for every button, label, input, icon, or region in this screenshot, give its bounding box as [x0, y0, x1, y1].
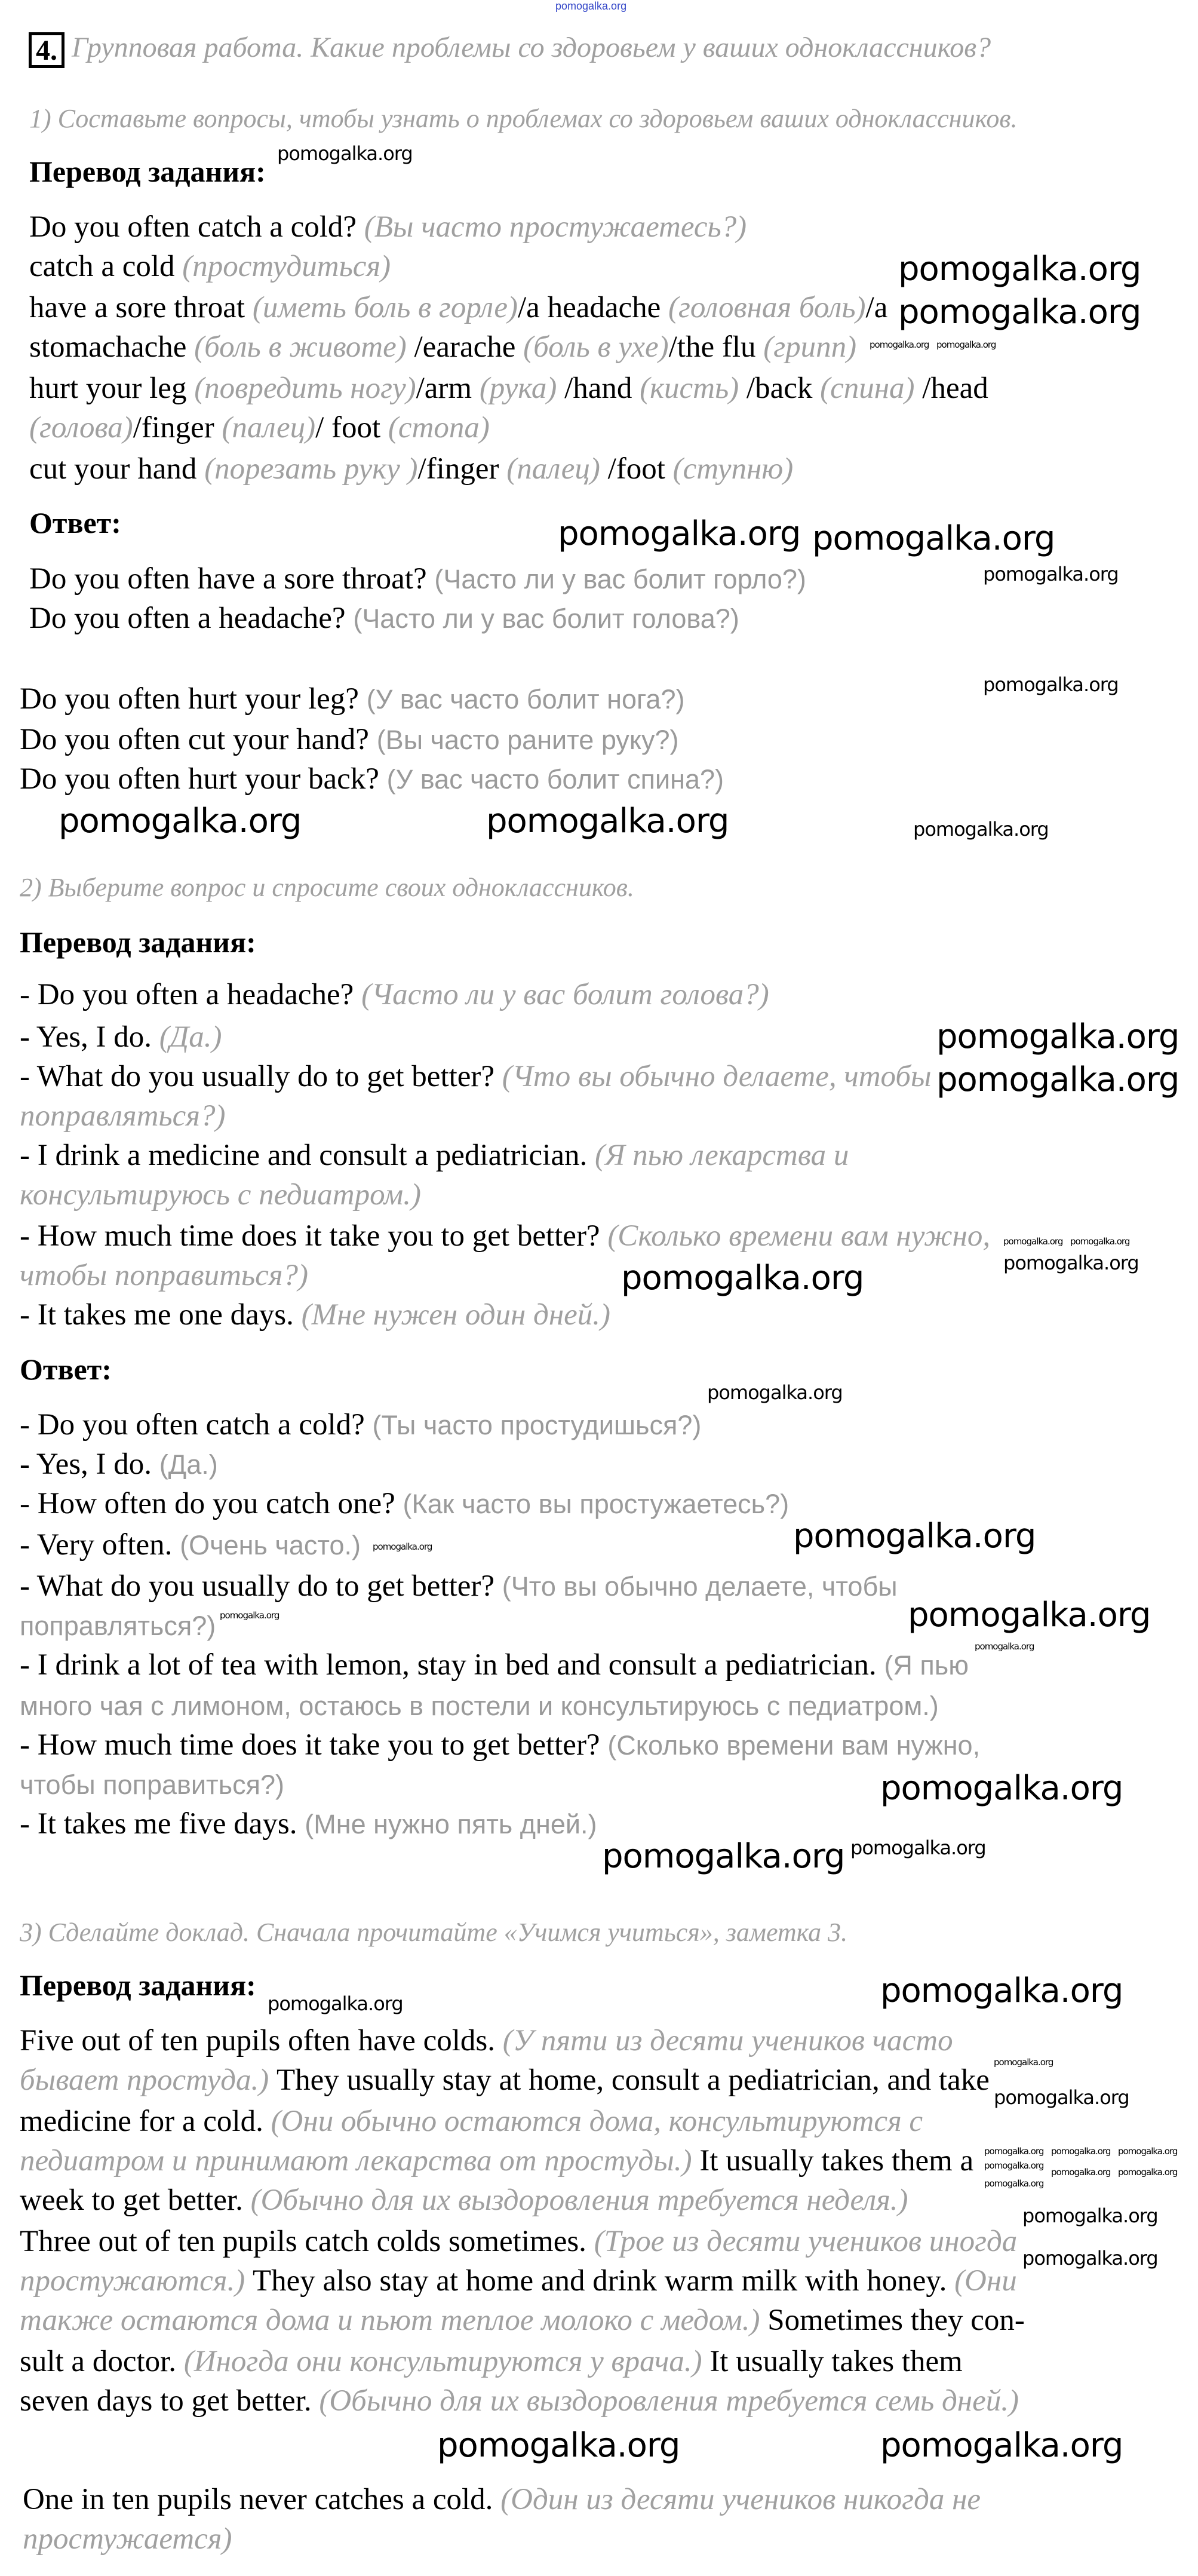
russian-translation: (Мне нужно пять дней.)	[305, 1809, 597, 1839]
english-text: Do you often a headache?	[29, 602, 354, 635]
english-text: Do you often catch a cold?	[29, 210, 364, 244]
russian-translation: (простудиться)	[182, 250, 391, 283]
watermark-text: pomogalka.org	[898, 250, 1141, 289]
text-line	[20, 2023, 953, 2059]
watermark-text: pomogalka.org	[870, 339, 929, 350]
english-text: /foot	[600, 452, 673, 486]
task-instruction	[20, 1915, 847, 1951]
english-text: sult a doctor.	[20, 2345, 184, 2378]
russian-translation: (палец)	[506, 452, 600, 486]
english-text: /arm	[416, 372, 480, 405]
russian-translation: (У вас часто болит спина?)	[386, 764, 724, 795]
english-text: stomachache	[29, 330, 195, 364]
russian-translation: (Сколько времени вам нужно,	[607, 1219, 991, 1253]
watermark-text: pomogalka.org	[1118, 2146, 1178, 2157]
watermark-text: pomogalka.org	[994, 2086, 1129, 2109]
english-text: /finger	[417, 452, 507, 486]
english-text: Перевод задания:	[20, 925, 256, 959]
russian-translation: (кисть)	[640, 372, 739, 405]
russian-translation: (У пяти из десяти учеников часто	[502, 2024, 953, 2057]
text-line	[20, 1568, 898, 1605]
watermark-text: pomogalka.org	[975, 1641, 1034, 1652]
russian-translation: (спина)	[820, 372, 915, 405]
english-text: - How much time does it take you to get better?	[20, 1219, 608, 1253]
watermark-text: pomogalka.org	[880, 1971, 1123, 2010]
watermark-text: pomogalka.org	[1003, 1252, 1139, 1274]
russian-translation: (У вас часто болит нога?)	[366, 684, 685, 714]
russian-translation: (головная боль)	[668, 291, 866, 324]
text-line	[20, 2143, 973, 2179]
watermark-text: pomogalka.org	[936, 1060, 1179, 1099]
russian-translation: поправляться?)	[20, 1099, 226, 1133]
english-text: 1) Составьте вопросы, чтобы узнать о проблемах со здоровьем ваших одноклассников.	[29, 104, 1018, 133]
watermark-text: pomogalka.org	[59, 802, 302, 841]
text-line	[20, 1177, 421, 1213]
watermark-text: pomogalka.org	[984, 2160, 1044, 2171]
english-text: - How much time does it take you to get better?	[20, 1728, 608, 1762]
text-line	[20, 1218, 990, 1254]
english-text: 2) Выберите вопрос и спросите своих одноклассников.	[20, 873, 634, 902]
russian-translation: простужаются.)	[20, 2264, 245, 2298]
russian-translation: (Я пью лекарства и	[594, 1139, 849, 1172]
task-instruction	[29, 101, 1018, 137]
section-heading	[29, 505, 121, 541]
text-line	[20, 1407, 701, 1443]
text-line	[20, 761, 724, 798]
english-text: - Very often.	[20, 1528, 180, 1562]
english-text: /a headache	[518, 291, 669, 324]
english-text: Sometimes they con-	[760, 2304, 1025, 2337]
english-text: - Yes, I do.	[20, 1448, 159, 1481]
text-line	[20, 977, 769, 1013]
watermark-text: pomogalka.org	[936, 339, 996, 350]
text-line	[20, 2062, 990, 2098]
text-line	[20, 1137, 849, 1173]
text-line	[20, 1727, 980, 1764]
english-text: catch a cold	[29, 250, 183, 283]
text-line	[29, 329, 856, 365]
watermark-text: pomogalka.org	[983, 563, 1119, 585]
text-line	[20, 1608, 216, 1644]
russian-translation: (Часто ли у вас болит горло?)	[434, 564, 806, 594]
watermark-text: pomogalka.org	[994, 2057, 1053, 2068]
text-line	[29, 451, 793, 487]
russian-translation: (Что вы обычно делаете, чтобы	[502, 1571, 898, 1602]
section-heading	[20, 1351, 112, 1387]
russian-translation: много чая с лимоном, остаюсь в постели и консультируюсь с педиатром.)	[20, 1691, 939, 1721]
english-text: Ответ:	[20, 1353, 112, 1386]
watermark-text: pomogalka.org	[1118, 2167, 1178, 2178]
text-line	[20, 681, 684, 717]
russian-translation: (Трое из десяти учеников иногда	[594, 2225, 1018, 2258]
watermark-text: pomogalka.org	[984, 2146, 1044, 2157]
text-line	[20, 1688, 939, 1724]
english-text: - Do you often a headache?	[20, 978, 362, 1011]
russian-translation: (Да.)	[159, 1020, 222, 1054]
english-text: seven days to get better.	[20, 2384, 320, 2418]
watermark-text: pomogalka.org	[898, 293, 1141, 332]
english-text: They usually stay at home, consult a pediatrician, and take	[269, 2063, 990, 2097]
english-text: It usually takes them a	[692, 2144, 974, 2178]
russian-translation: (Я пью	[884, 1650, 969, 1680]
russian-translation: (повредить ногу)	[194, 372, 416, 405]
russian-translation: (иметь боль в горле)	[252, 291, 518, 324]
english-text: /head	[914, 372, 988, 405]
text-line	[20, 1446, 218, 1483]
english-text: - I drink a lot of tea with lemon, stay in bed and consult a pediatrician.	[20, 1648, 884, 1682]
watermark-text: pomogalka.org	[621, 1259, 864, 1298]
english-text: - It takes me five days.	[20, 1807, 305, 1841]
text-line	[20, 2302, 1025, 2338]
russian-translation: (палец)	[222, 411, 316, 444]
english-text: Five out of ten pupils often have colds.	[20, 2024, 503, 2057]
russian-translation: чтобы поправиться?)	[20, 1259, 308, 1292]
watermark-text: pomogalka.org	[707, 1381, 843, 1404]
english-text: / foot	[315, 411, 388, 444]
section-heading	[20, 1967, 256, 2003]
watermark-text: pomogalka.org	[880, 2426, 1123, 2465]
russian-translation: (Обычно для их выздоровления требуется неделя.)	[250, 2184, 908, 2217]
russian-translation: (стопа)	[388, 411, 490, 444]
watermark-text: pomogalka.org	[558, 514, 801, 553]
english-text: - Yes, I do.	[20, 1020, 159, 1054]
watermark-text: pomogalka.org	[268, 1992, 403, 2015]
english-text: Do you often have a sore throat?	[29, 562, 435, 596]
english-text: /a	[865, 291, 888, 324]
text-line	[20, 2224, 1017, 2259]
watermark-text: pomogalka.org	[913, 818, 1049, 841]
watermark-text: pomogalka.org	[220, 1610, 279, 1621]
russian-translation: (грипп)	[763, 330, 857, 364]
watermark-text: pomogalka.org	[983, 673, 1119, 696]
text-line	[29, 410, 490, 446]
text-line	[29, 249, 391, 284]
watermark-text: pomogalka.org	[602, 1837, 845, 1876]
russian-translation: (Что вы обычно делаете, чтобы	[502, 1060, 932, 1093]
text-line	[20, 1258, 308, 1293]
watermark-text: pomogalka.org	[984, 2178, 1044, 2189]
english-text: - How often do you catch one?	[20, 1487, 403, 1520]
russian-translation: (голова)	[29, 411, 133, 444]
top-watermark: pomogalka.org	[555, 0, 627, 12]
text-line	[20, 1486, 789, 1522]
watermark-text: pomogalka.org	[1003, 1236, 1063, 1247]
watermark-text: pomogalka.org	[793, 1517, 1036, 1556]
english-text: /back	[739, 372, 821, 405]
watermark-text: pomogalka.org	[936, 1017, 1179, 1056]
english-text: One in ten pupils never catches a cold.	[23, 2483, 501, 2516]
text-line	[20, 1527, 361, 1563]
russian-translation: педиатром и принимают лекарства от простуды.)	[20, 2144, 692, 2178]
russian-translation: (Один из десяти учеников никогда не	[500, 2483, 981, 2516]
english-text: 3) Сделайте доклад. Сначала прочитайте «Учимся учиться», заметка 3.	[20, 1918, 848, 1947]
text-line	[23, 2521, 232, 2557]
text-line	[20, 1767, 284, 1803]
russian-translation: (Они обычно остаются дома, консультируются с	[271, 2105, 923, 2138]
watermark-text: pomogalka.org	[437, 2426, 680, 2465]
russian-translation: поправляться?)	[20, 1611, 216, 1641]
watermark-text: pomogalka.org	[1051, 2146, 1111, 2157]
english-text: Do you often hurt your back?	[20, 762, 387, 796]
english-text: - What do you usually do to get better?	[20, 1569, 502, 1603]
text-line	[20, 2344, 963, 2379]
english-text: cut your hand	[29, 452, 205, 486]
english-text: It usually takes them	[702, 2345, 963, 2378]
text-line	[29, 561, 806, 597]
watermark-text: pomogalka.org	[373, 1541, 432, 1552]
russian-translation: (Сколько времени вам нужно,	[607, 1730, 981, 1761]
russian-translation: чтобы поправиться?)	[20, 1770, 284, 1800]
english-text: Do you often cut your hand?	[20, 723, 377, 756]
english-text: hurt your leg	[29, 372, 195, 405]
russian-translation: (Ты часто простудишься?)	[372, 1410, 702, 1440]
text-line	[20, 1647, 969, 1683]
exercise-number: 4.	[29, 32, 64, 68]
text-line	[20, 2182, 908, 2218]
russian-translation: консультируюсь с педиатром.)	[20, 1178, 421, 1212]
text-line	[20, 2263, 1017, 2299]
english-text: /finger	[133, 411, 222, 444]
russian-translation: (боль в животе)	[194, 330, 407, 364]
text-line	[29, 290, 887, 326]
text-line	[29, 209, 747, 245]
text-line	[29, 370, 988, 406]
watermark-text: pomogalka.org	[908, 1596, 1151, 1634]
english-text: /the flu	[668, 330, 764, 364]
english-text: Перевод задания:	[20, 1968, 256, 2002]
english-text: week to get better.	[20, 2184, 251, 2217]
english-text: /earache	[406, 330, 524, 364]
russian-translation: (ступню)	[672, 452, 794, 486]
watermark-text: pomogalka.org	[486, 802, 729, 841]
russian-translation: (Вы часто раните руку?)	[376, 725, 679, 755]
english-text: have a sore throat	[29, 291, 253, 324]
text-line	[29, 600, 739, 637]
russian-translation: (Иногда они консультируются у врача.)	[183, 2345, 702, 2378]
russian-translation: (рука)	[479, 372, 557, 405]
watermark-text: pomogalka.org	[1051, 2167, 1111, 2178]
text-line	[23, 2482, 981, 2517]
russian-translation: (порезать руку )	[204, 452, 418, 486]
english-text: - What do you usually do to get better?	[20, 1060, 502, 1093]
section-heading	[29, 154, 266, 189]
english-text: medicine for a cold.	[20, 2105, 271, 2138]
watermark-text: pomogalka.org	[880, 1769, 1123, 1808]
russian-translation: (Очень часто.)	[180, 1530, 361, 1560]
russian-translation: также остаются дома и пьют теплое молоко с медом.)	[20, 2304, 760, 2337]
watermark-text: pomogalka.org	[1022, 2204, 1158, 2227]
russian-translation: (Как часто вы простужаетесь?)	[403, 1489, 790, 1519]
russian-translation: бывает простуда.)	[20, 2063, 269, 2097]
text-line	[20, 1297, 610, 1333]
section-heading	[20, 924, 256, 960]
text-line	[20, 1806, 597, 1842]
english-text: - It takes me one days.	[20, 1298, 302, 1332]
watermark-text: pomogalka.org	[1070, 1236, 1130, 1247]
english-text: Do you often hurt your leg?	[20, 682, 367, 716]
text-line	[20, 2103, 923, 2139]
russian-translation: (Мне нужен один дней.)	[301, 1298, 611, 1332]
english-text: They also stay at home and drink warm milk with honey.	[245, 2264, 955, 2298]
watermark-text: pomogalka.org	[850, 1836, 986, 1859]
english-text: - Do you often catch a cold?	[20, 1408, 373, 1442]
english-text: Three out of ten pupils catch colds sometimes.	[20, 2225, 594, 2258]
russian-translation: (Да.)	[159, 1449, 218, 1480]
watermark-text: pomogalka.org	[1022, 2247, 1158, 2270]
watermark-text: pomogalka.org	[277, 142, 413, 165]
russian-translation: (Они	[954, 2264, 1017, 2298]
text-line	[20, 1019, 222, 1055]
task-instruction	[20, 870, 634, 906]
text-line	[20, 1098, 225, 1134]
russian-translation: (Часто ли у вас болит голова?)	[361, 978, 769, 1011]
text-line	[20, 722, 679, 758]
english-text: Перевод задания:	[29, 155, 266, 188]
english-text: Ответ:	[29, 506, 121, 539]
english-text: - I drink a medicine and consult a pediatrician.	[20, 1139, 595, 1172]
russian-translation: простужается)	[23, 2522, 232, 2556]
watermark-text: pomogalka.org	[812, 519, 1055, 558]
exercise-title: Групповая работа. Какие проблемы со здоровьем у ваших одноклассников?	[72, 32, 991, 63]
russian-translation: (Вы часто простужаетесь?)	[364, 210, 747, 244]
english-text: /hand	[557, 372, 640, 405]
text-line	[20, 1059, 932, 1094]
russian-translation: (Обычно для их выздоровления требуется семь дней.)	[319, 2384, 1019, 2418]
russian-translation: (Часто ли у вас болит голова?)	[353, 603, 739, 634]
russian-translation: (боль в ухе)	[523, 330, 669, 364]
text-line	[20, 2383, 1019, 2419]
